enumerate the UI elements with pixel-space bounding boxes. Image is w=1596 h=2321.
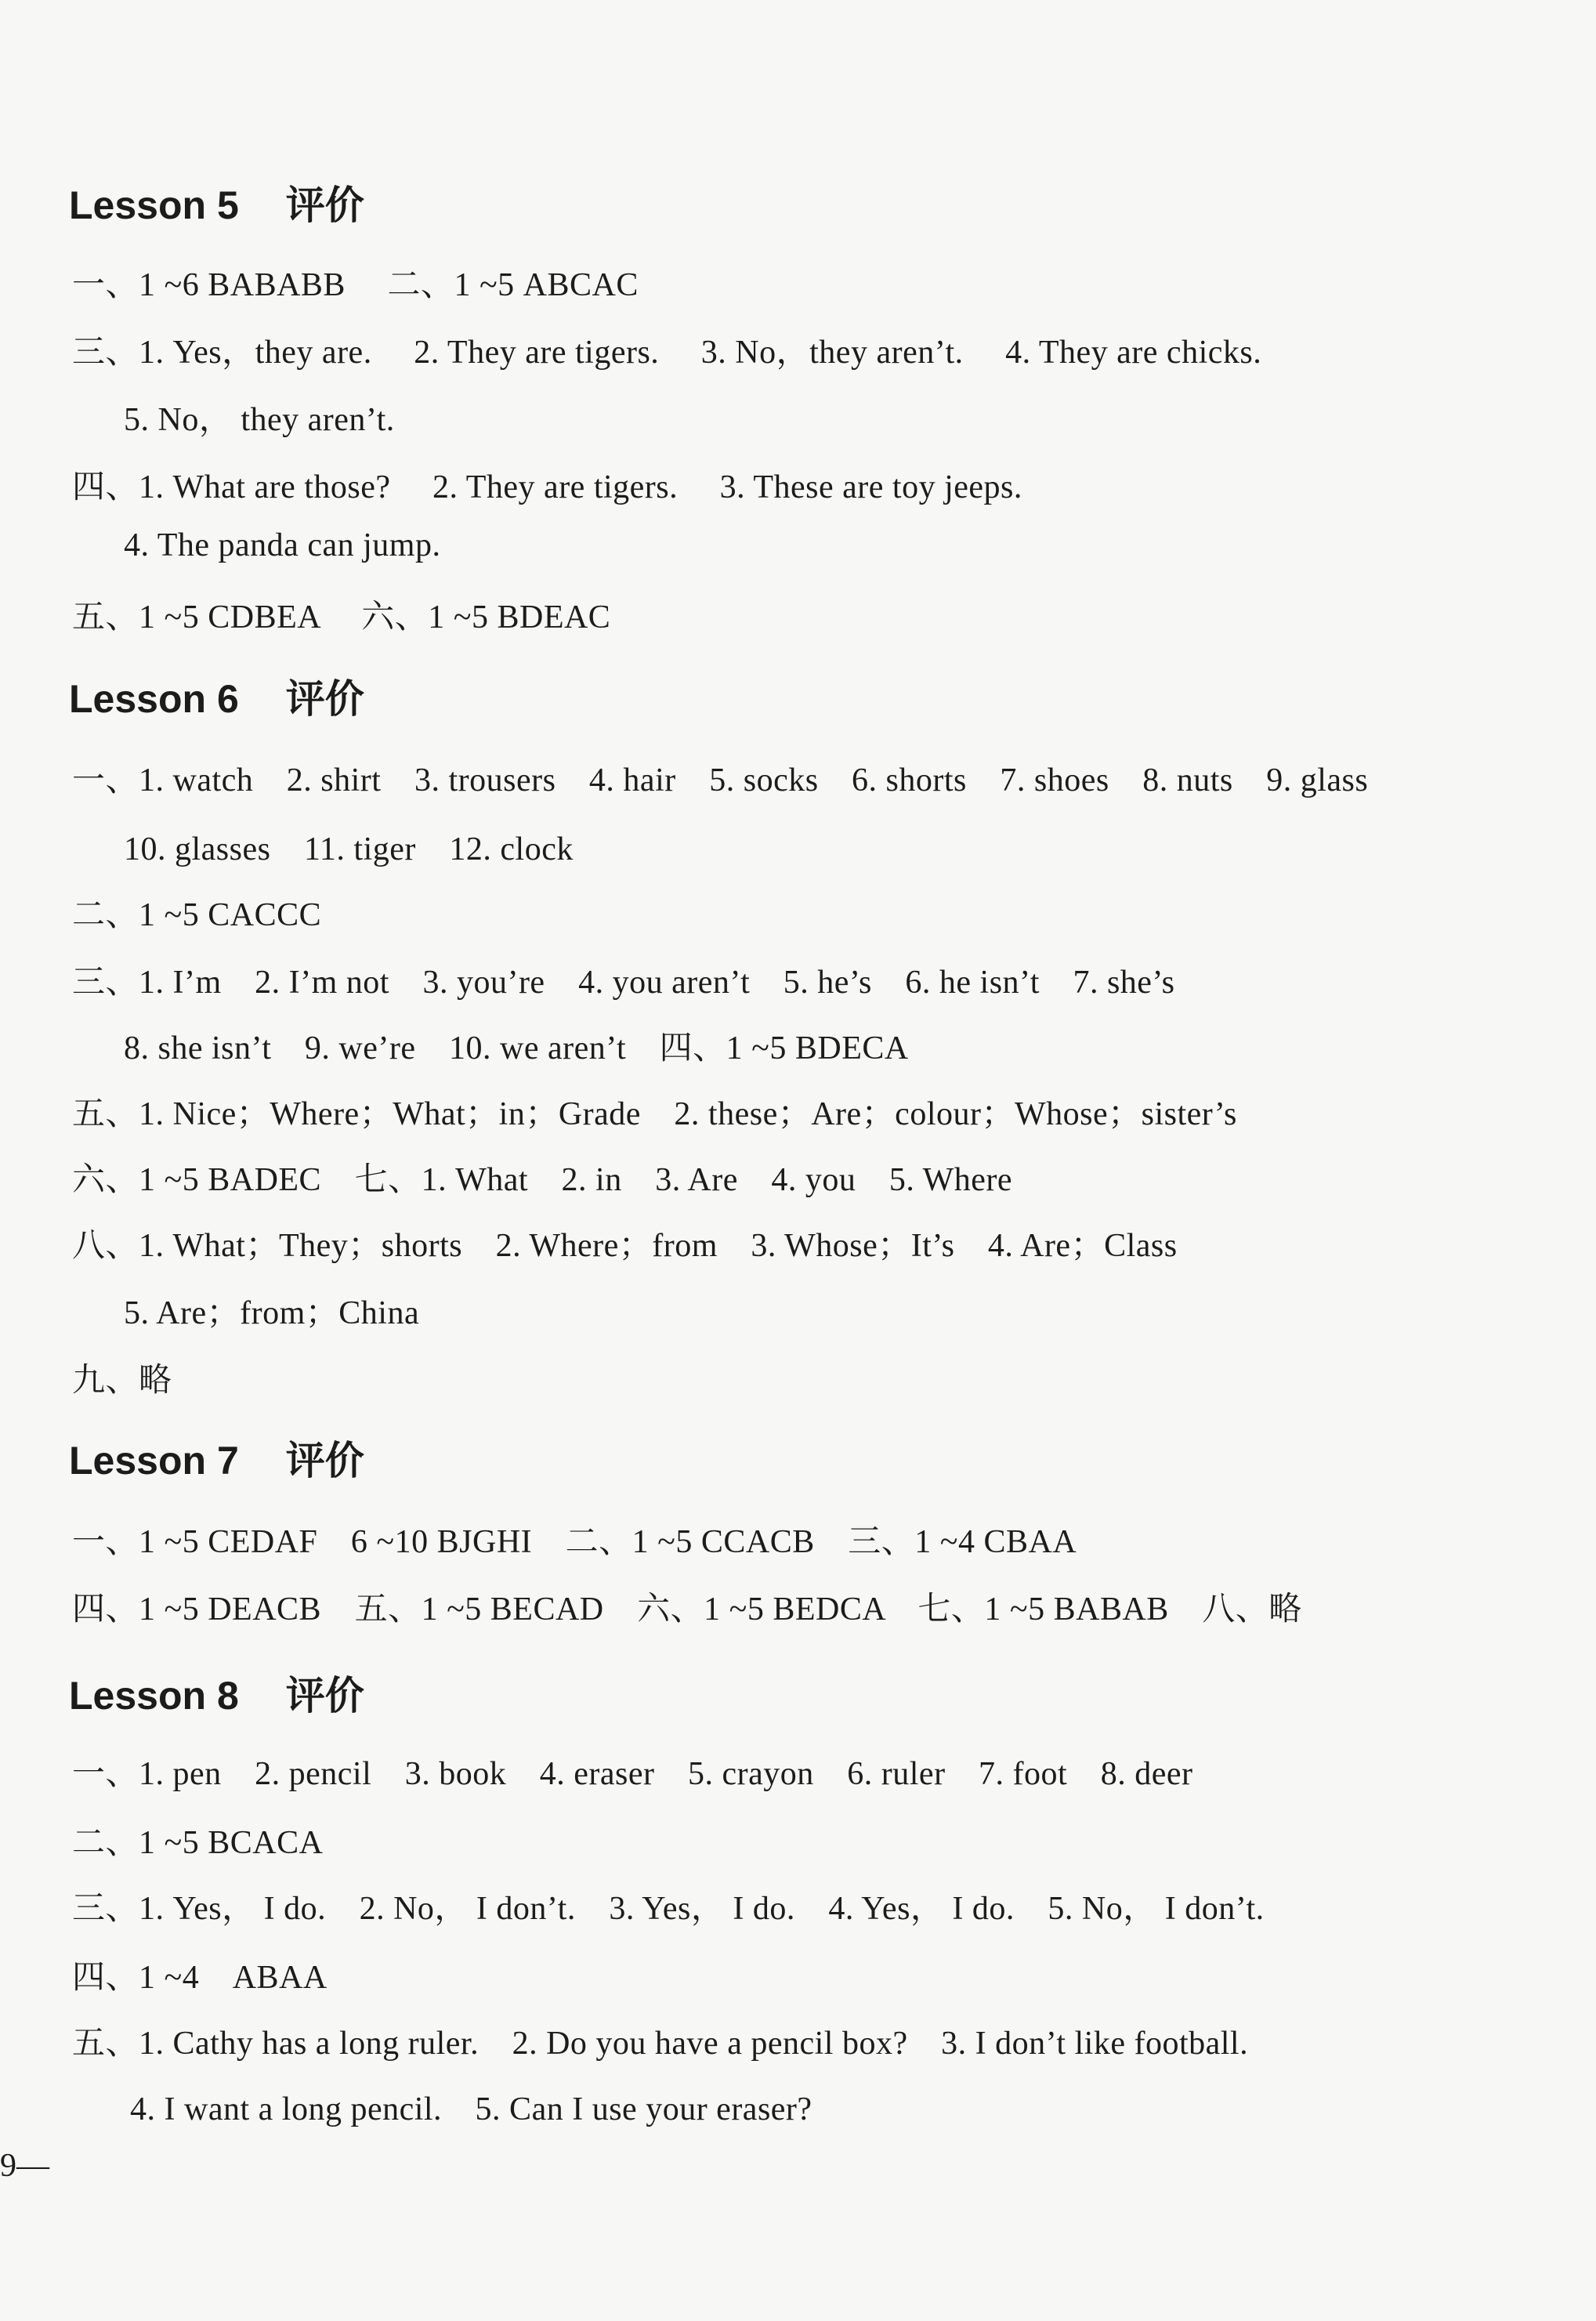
lesson-8-line-2: 二、1 ~5 BCACA [72,1825,324,1861]
lesson-5-line-1: 一、1 ~6 BABABB 二、1 ~5 ABCAC [72,267,639,303]
lesson-6-line-2: 10. glasses 11. tiger 12. clock [124,831,574,867]
lesson-6-line-9: 5. Are；from；China [124,1295,420,1331]
lesson-8-line-3: 三、1. Yes， I do. 2. No， I don’t. 3. Yes， I do. 4. Yes， I do. 5. No， I don’t. [72,1891,1265,1927]
lesson-5-title [69,174,364,230]
lesson-7-line-1: 一、1 ~5 CEDAF 6 ~10 BJGHI 二、1 ~5 CCACB 三、1 ~4 CBAA [72,1524,1077,1560]
lesson-5-line-6: 五、1 ~5 CDBEA 六、1 ~5 BDEAC [72,599,611,635]
lesson-5-line-2: 三、1. Yes，they are. 2. They are tigers. 3. No，they aren’t. 4. They are chicks. [72,335,1262,371]
lesson-5-line-4: 四、1. What are those? 2. They are tigers. 3. These are toy jeeps. [72,469,1022,505]
lesson-6-line-5: 8. she isn’t 9. we’re 10. we aren’t 四、1 ~5 BDECA [124,1030,909,1066]
lesson-title-cn: 评价 [285,183,364,228]
lesson-8-line-6: 4. I want a long pencil. 5. Can I use your eraser? [130,2091,812,2127]
lesson-6-line-7: 六、1 ~5 BADEC 七、1. What 2. in 3. Are 4. you 5. Where [72,1162,1012,1198]
lesson-6-line-4: 三、1. I’m 2. I’m not 3. you’re 4. you aren’t 5. he’s 6. he isn’t 7. she’s [72,965,1175,1001]
lesson-8-title [69,1664,364,1721]
lesson-title-cn: 评价 [285,1438,364,1483]
lesson-title-text: Lesson 6 [69,677,239,721]
lesson-6-line-3: 二、1 ~5 CACCC [72,897,322,933]
lesson-6-line-10: 九、略 [72,1363,172,1399]
lesson-6-title [69,668,364,724]
lesson-6-line-1: 一、1. watch 2. shirt 3. trousers 4. hair 5. socks 6. shorts 7. shoes 8. nuts 9. glass [72,762,1369,798]
lesson-8-line-5: 五、1. Cathy has a long ruler. 2. Do you have a pencil box? 3. I don’t like football. [72,2026,1249,2062]
page-number: 9— [0,2148,49,2184]
lesson-7-line-2: 四、1 ~5 DEACB 五、1 ~5 BECAD 六、1 ~5 BEDCA 七、1 ~5 BABAB 八、略 [72,1591,1302,1628]
lesson-5-line-3: 5. No， they aren’t. [124,402,395,438]
lesson-6-line-8: 八、1. What；They；shorts 2. Where；from 3. Whose；It’s 4. Are；Class [72,1228,1178,1264]
lesson-title-text: Lesson 8 [69,1674,239,1718]
lesson-5-line-5: 4. The panda can jump. [124,527,441,563]
lesson-7-title [69,1429,364,1486]
lesson-8-line-4: 四、1 ~4 ABAA [72,1960,328,1996]
lesson-title-cn: 评价 [285,1673,364,1718]
lesson-title-text: Lesson 7 [69,1439,239,1483]
lesson-title-cn: 评价 [285,676,364,722]
lesson-8-line-1: 一、1. pen 2. pencil 3. book 4. eraser 5. crayon 6. ruler 7. foot 8. deer [72,1756,1193,1792]
lesson-title-text: Lesson 5 [69,183,239,227]
lesson-6-line-6: 五、1. Nice；Where；What；in；Grade 2. these；Are；colour；Whose；sister’s [72,1096,1237,1132]
